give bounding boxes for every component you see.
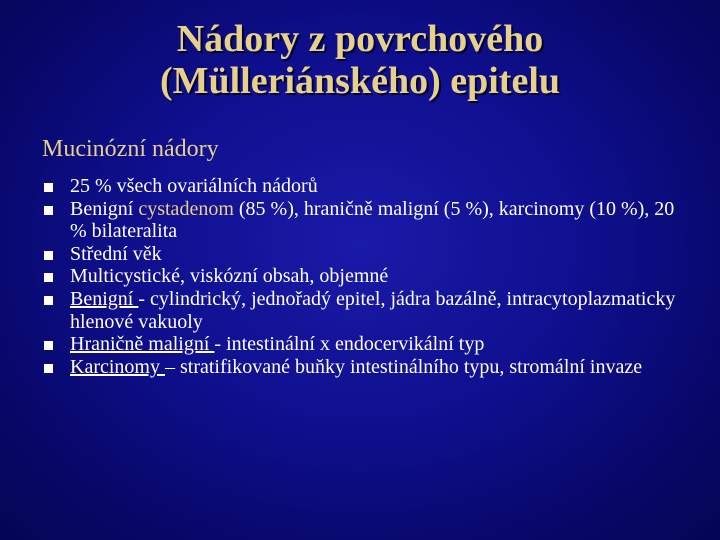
square-bullet-icon — [44, 296, 53, 305]
bullet-underlined-term: Hraničně maligní — [70, 333, 215, 356]
square-bullet-icon — [44, 206, 53, 215]
square-bullet-icon — [44, 251, 53, 260]
bullet-item — [44, 288, 684, 333]
square-bullet-icon — [44, 341, 53, 350]
bullet-item — [44, 356, 684, 379]
title-line-1: Nádory z povrchového — [176, 18, 544, 60]
square-bullet-icon — [44, 183, 53, 192]
bullet-highlight: cystadenom — [138, 197, 234, 220]
slide-title — [0, 18, 720, 102]
bullet-list — [44, 175, 684, 378]
bullet-text: Střední věk — [70, 242, 162, 265]
bullet-item — [44, 333, 684, 356]
bullet-text-rest: – stratifikované buňky intestinálního typu, stromální invaze — [164, 355, 643, 378]
bullet-item — [44, 243, 684, 266]
bullet-item — [44, 265, 684, 288]
bullet-item — [44, 198, 684, 243]
bullet-item — [44, 175, 684, 198]
square-bullet-icon — [44, 273, 53, 282]
bullet-text-prefix: Benigní — [70, 197, 139, 220]
bullet-underlined-term: Benigní — [70, 287, 139, 310]
bullet-text: 25 % všech ovariálních nádorů — [70, 175, 318, 197]
title-line-2: (Mülleriánského) epitelu — [159, 60, 561, 102]
bullet-underlined-term: Karcinomy — [70, 355, 165, 378]
bullet-text-suffix: (85 %), hraničně maligní (5 %), karcinomy (10 %), 20 % bilateralita — [70, 197, 675, 243]
bullet-text-rest: - cylindrický, jednořadý epitel, jádra bazálně, intracytoplazmaticky hlenové vakuoly — [70, 287, 676, 333]
square-bullet-icon — [44, 364, 53, 373]
bullet-text-rest: - intestinální x endocervikální typ — [214, 333, 485, 356]
bullet-text: Multicystické, viskózní obsah, objemné — [70, 265, 389, 288]
section-subtitle: Mucinózní nádory — [42, 136, 219, 162]
